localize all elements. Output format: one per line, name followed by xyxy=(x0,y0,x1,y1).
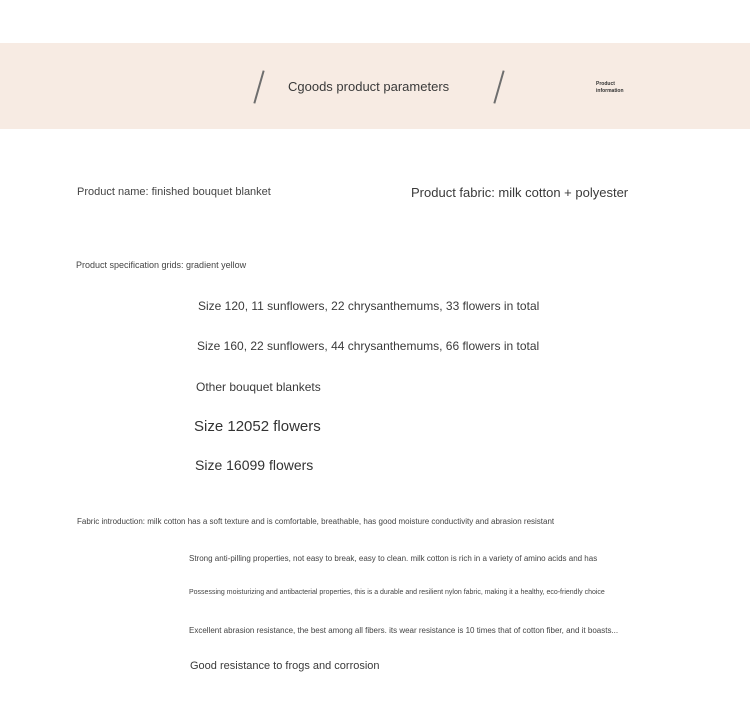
fabric-intro-line: Good resistance to frogs and corrosion xyxy=(190,660,380,672)
size-line: Other bouquet blankets xyxy=(196,380,321,394)
size-line: Size 16099 flowers xyxy=(195,457,314,473)
product-information-label xyxy=(596,81,636,95)
product-name: Product name: finished bouquet blanket xyxy=(77,186,271,198)
page-title: Cgoods product parameters xyxy=(288,79,450,94)
fabric-intro-line: Strong anti-pilling properties, not easy to break, easy to clean. milk cotton is rich in a variety of amino acids and has xyxy=(189,554,598,563)
product-information-label-line2: information xyxy=(596,88,624,94)
fabric-intro-line: Fabric introduction: milk cotton has a soft texture and is comfortable, breathable, has good moisture conductivity and abrasion resistant xyxy=(77,517,555,526)
size-line: Size 160, 22 sunflowers, 44 chrysanthemums, 66 flowers in total xyxy=(197,339,540,353)
product-fabric: Product fabric: milk cotton + polyester xyxy=(411,185,629,200)
fabric-intro-line: Possessing moisturizing and antibacterial properties, this is a durable and resilient nylon fabric, making it a healthy, eco-friendly choice xyxy=(189,589,605,596)
product-specification: Product specification grids: gradient yellow xyxy=(76,260,247,270)
size-line: Size 120, 11 sunflowers, 22 chrysanthemums, 33 flowers in total xyxy=(198,299,540,313)
product-information-label-line1: Product xyxy=(596,81,615,87)
fabric-intro-line: Excellent abrasion resistance, the best among all fibers. its wear resistance is 10 times that of cotton fiber, and it boasts... xyxy=(189,626,619,635)
size-line: Size 12052 flowers xyxy=(194,418,321,435)
